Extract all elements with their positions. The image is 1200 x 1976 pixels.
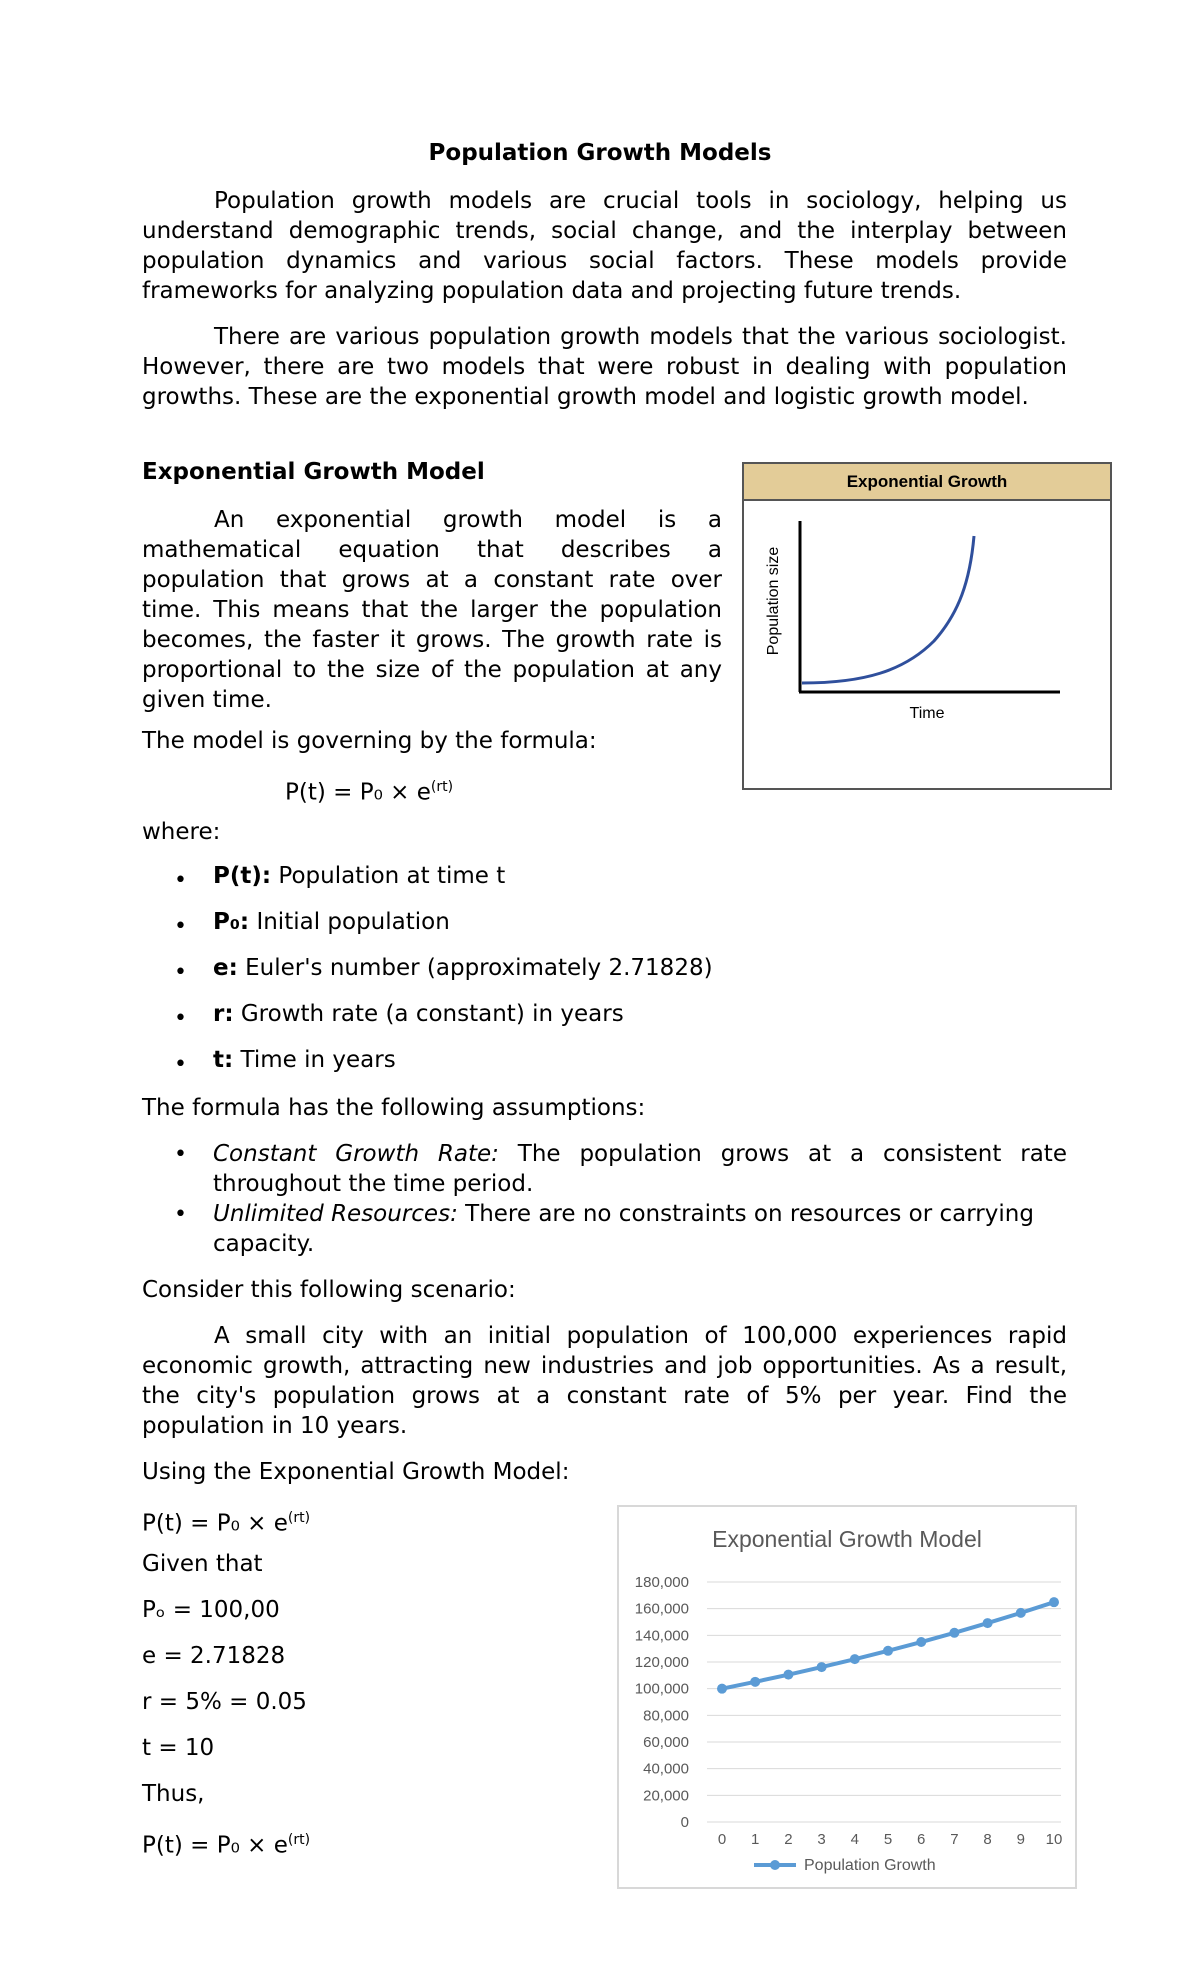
x-tick-label: 8 bbox=[983, 1831, 992, 1848]
x-tick-label: 10 bbox=[1045, 1831, 1063, 1848]
list-item: r: Growth rate (a constant) in years bbox=[213, 1001, 624, 1027]
y-tick-label: 0 bbox=[680, 1814, 689, 1831]
y-tick-label: 160,000 bbox=[634, 1600, 689, 1618]
bullet-icon: • bbox=[174, 960, 187, 985]
assumptions-intro: The formula has the following assumptions: bbox=[142, 1095, 646, 1121]
exponential-growth-chart bbox=[617, 1505, 1077, 1889]
data-point bbox=[1016, 1608, 1026, 1618]
formula-line-3: $P(t) = P_0 \times e^{(rt)}$ bbox=[142, 1832, 311, 1859]
where-label: where: bbox=[142, 819, 221, 845]
list-item: P(t): Population at time t bbox=[213, 863, 506, 889]
data-point bbox=[983, 1618, 993, 1628]
y-tick-label: 20,000 bbox=[643, 1787, 689, 1805]
y-tick-label: 40,000 bbox=[643, 1760, 689, 1778]
bullet-icon: • bbox=[174, 1052, 187, 1077]
data-point bbox=[717, 1684, 727, 1694]
y-tick-label: 180,000 bbox=[634, 1574, 689, 1591]
formula-line-2: $P(t) = P_0 \times e^{(rt)}$ bbox=[142, 1510, 311, 1537]
data-point bbox=[783, 1670, 793, 1680]
e-value: e = 2.71828 bbox=[142, 1643, 286, 1669]
figure-plot bbox=[744, 501, 1110, 788]
x-tick-label: 3 bbox=[817, 1831, 826, 1848]
data-point bbox=[883, 1646, 893, 1656]
formula-line-1: $P(t) = P_0 \times e^{(rt)}$ bbox=[285, 779, 454, 806]
exponential-growth-figure bbox=[742, 462, 1112, 790]
given-line: Given that bbox=[142, 1551, 263, 1577]
x-tick-label: 9 bbox=[1016, 1831, 1025, 1848]
bullet-icon: • bbox=[174, 1006, 187, 1031]
list-item: P₀: Initial population bbox=[213, 909, 450, 935]
y-tick-label: 80,000 bbox=[643, 1707, 689, 1725]
intro-paragraph-1: Population growth models are crucial tools in sociology, helping us understand demographic trends, social change, and the interplay between population dynamics and various social factors. These models provide frameworks for analyzing population data and projecting future trends. bbox=[142, 188, 1067, 304]
legend-marker bbox=[770, 1860, 780, 1870]
list-item: e: Euler's number (approximately 2.71828) bbox=[213, 955, 713, 981]
list-item: Constant Growth Rate: The population grows at a consistent rate throughout the time period. bbox=[213, 1141, 1067, 1197]
series-line bbox=[722, 1602, 1054, 1688]
list-item: t: Time in years bbox=[213, 1047, 396, 1073]
r-value: r = 5% = 0.05 bbox=[142, 1689, 307, 1715]
data-point bbox=[1049, 1597, 1059, 1607]
data-point bbox=[949, 1628, 959, 1638]
growth-curve bbox=[802, 536, 974, 683]
data-point bbox=[916, 1637, 926, 1647]
list-item: Unlimited Resources: There are no constraints on resources or carrying capacity. bbox=[213, 1201, 1034, 1257]
y-tick-label: 100,000 bbox=[634, 1680, 689, 1698]
bullet-icon: • bbox=[174, 868, 187, 893]
x-tick-label: 1 bbox=[751, 1831, 760, 1848]
bullet-icon: • bbox=[174, 914, 187, 939]
y-tick-label: 60,000 bbox=[643, 1734, 689, 1751]
section-paragraph: An exponential growth model is a mathematical equation that describes a population that grows at a constant rate over time. This means that the larger the population becomes, the faster it grows. The growth rate is proportional to the size of the population at any given time. bbox=[142, 507, 722, 713]
data-point bbox=[850, 1654, 860, 1664]
chart-svg bbox=[619, 1507, 1075, 1887]
chart-title: Exponential Growth Model bbox=[712, 1526, 982, 1552]
y-tick-label: 120,000 bbox=[634, 1654, 689, 1671]
y-tick-label: 140,000 bbox=[634, 1627, 689, 1645]
bullet-icon: • bbox=[174, 1142, 187, 1167]
figure-title: Exponential Growth bbox=[744, 464, 1110, 501]
intro-paragraph-2: There are various population growth models that the various sociologist. However, there are two models that were robust in dealing with population growths. These are the exponential growth model and logistic growth model. bbox=[142, 324, 1067, 410]
x-tick-label: 2 bbox=[784, 1831, 793, 1848]
t-value: t = 10 bbox=[142, 1735, 215, 1761]
data-point bbox=[750, 1677, 760, 1687]
bullet-icon: • bbox=[174, 1202, 187, 1227]
figure-ylabel: Population size bbox=[765, 546, 782, 656]
using-line: Using the Exponential Growth Model: bbox=[142, 1459, 570, 1485]
p0-value: Pₒ = 100,00 bbox=[142, 1597, 280, 1623]
figure-xlabel: Time bbox=[909, 705, 945, 722]
data-point bbox=[817, 1662, 827, 1672]
x-tick-label: 6 bbox=[917, 1831, 926, 1848]
legend-label: Population Growth bbox=[804, 1857, 936, 1874]
scenario-intro: Consider this following scenario: bbox=[142, 1277, 516, 1303]
formula-intro: The model is governing by the formula: bbox=[142, 728, 597, 754]
x-tick-label: 5 bbox=[883, 1831, 893, 1848]
thus-line: Thus, bbox=[142, 1781, 205, 1807]
x-tick-label: 4 bbox=[850, 1831, 859, 1848]
page-title: Population Growth Models bbox=[428, 140, 772, 166]
x-tick-label: 0 bbox=[717, 1831, 727, 1848]
section-heading: Exponential Growth Model bbox=[142, 459, 485, 485]
scenario-paragraph: A small city with an initial population of 100,000 experiences rapid economic growth, attracting new industries and job opportunities. As a result, the city's population grows at a constant rate of 5% per year. Find the population in 10 years. bbox=[142, 1323, 1067, 1439]
x-tick-label: 7 bbox=[950, 1831, 959, 1848]
